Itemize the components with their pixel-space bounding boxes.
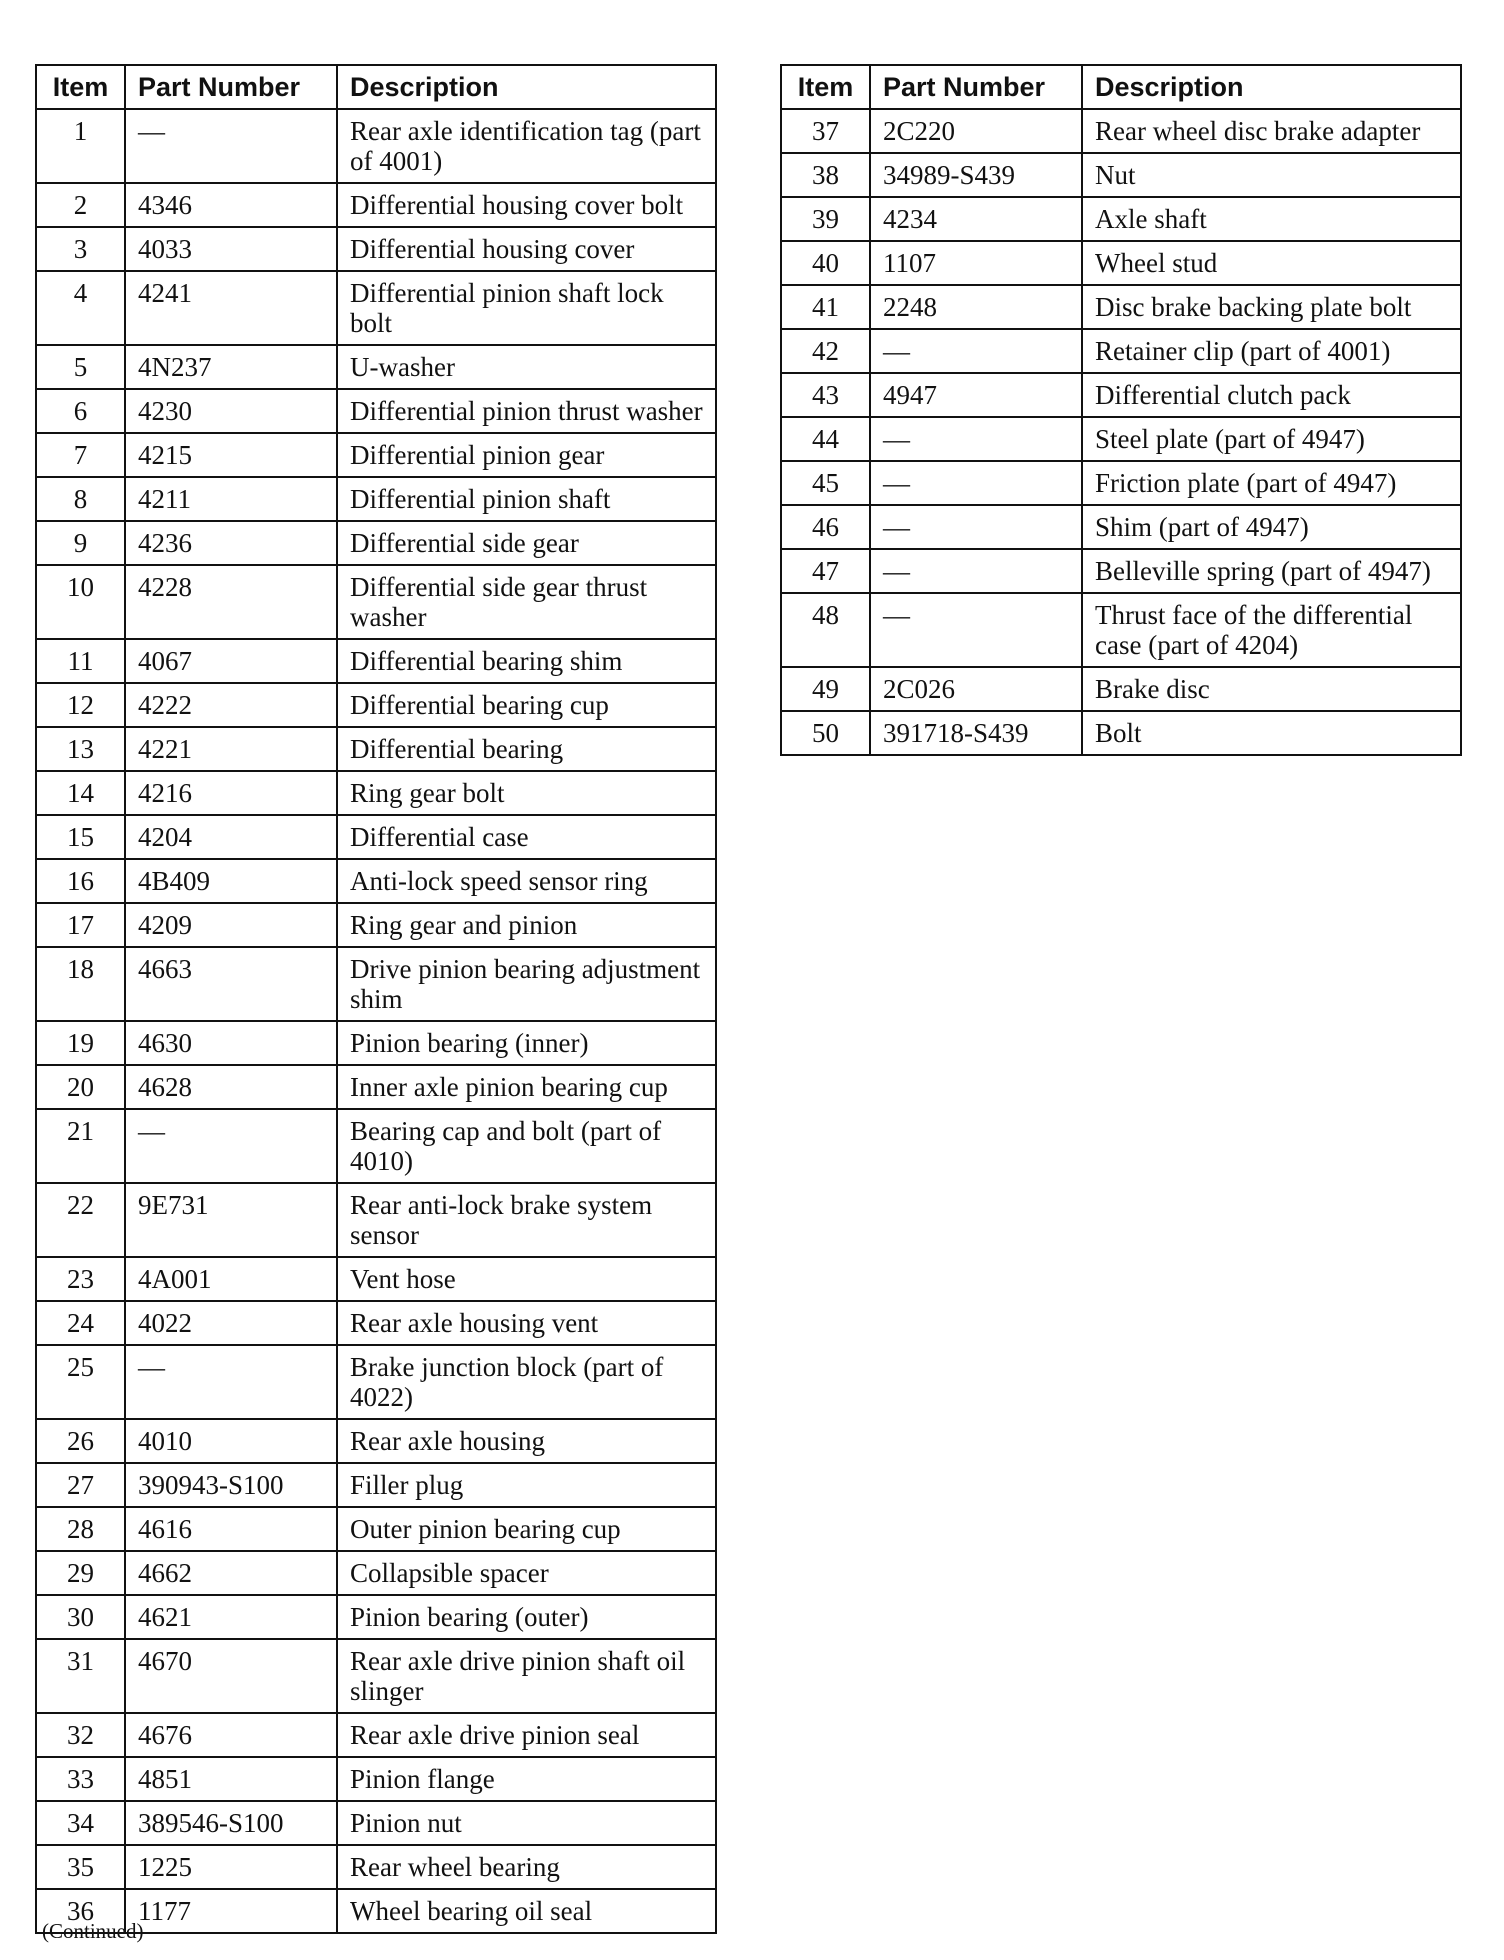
table-row bbox=[36, 433, 716, 477]
part-number-cell: 4215 bbox=[125, 433, 337, 477]
description-cell: Anti-lock speed sensor ring bbox=[337, 859, 716, 903]
table-row bbox=[36, 1463, 716, 1507]
item-cell: 13 bbox=[36, 727, 125, 771]
table-row bbox=[36, 727, 716, 771]
item-cell: 28 bbox=[36, 1507, 125, 1551]
description-cell: Pinion bearing (outer) bbox=[337, 1595, 716, 1639]
description-cell: Rear anti-lock brake system sensor bbox=[337, 1183, 716, 1257]
item-cell: 35 bbox=[36, 1845, 125, 1889]
description-cell: Differential bearing cup bbox=[337, 683, 716, 727]
table-row bbox=[36, 1801, 716, 1845]
description-cell: Differential bearing bbox=[337, 727, 716, 771]
part-number-cell: — bbox=[870, 549, 1082, 593]
description-cell: Pinion flange bbox=[337, 1757, 716, 1801]
part-number-cell: 4230 bbox=[125, 389, 337, 433]
table-body-left bbox=[36, 109, 716, 1933]
item-cell: 40 bbox=[781, 241, 870, 285]
table-row bbox=[781, 505, 1461, 549]
item-cell: 17 bbox=[36, 903, 125, 947]
item-cell: 2 bbox=[36, 183, 125, 227]
table-row bbox=[781, 373, 1461, 417]
part-number-column-header: Part Number bbox=[125, 65, 337, 109]
part-number-cell: 4A001 bbox=[125, 1257, 337, 1301]
part-number-cell: 4033 bbox=[125, 227, 337, 271]
part-number-cell: 4221 bbox=[125, 727, 337, 771]
item-cell: 14 bbox=[36, 771, 125, 815]
table-row bbox=[36, 1419, 716, 1463]
description-cell: Filler plug bbox=[337, 1463, 716, 1507]
table-row bbox=[36, 1713, 716, 1757]
part-number-cell: 1225 bbox=[125, 1845, 337, 1889]
item-cell: 25 bbox=[36, 1345, 125, 1419]
item-cell: 24 bbox=[36, 1301, 125, 1345]
table-row bbox=[36, 1183, 716, 1257]
part-number-cell: 4228 bbox=[125, 565, 337, 639]
table-row bbox=[36, 903, 716, 947]
item-cell: 16 bbox=[36, 859, 125, 903]
description-cell: Shim (part of 4947) bbox=[1082, 505, 1461, 549]
part-number-cell: 4222 bbox=[125, 683, 337, 727]
description-cell: Brake junction block (part of 4022) bbox=[337, 1345, 716, 1419]
part-number-cell: 391718-S439 bbox=[870, 711, 1082, 755]
description-cell: Rear axle drive pinion seal bbox=[337, 1713, 716, 1757]
part-number-cell: 4851 bbox=[125, 1757, 337, 1801]
item-cell: 47 bbox=[781, 549, 870, 593]
part-number-cell: — bbox=[870, 329, 1082, 373]
table-row bbox=[36, 183, 716, 227]
part-number-cell: 1177 bbox=[125, 1889, 337, 1933]
item-cell: 29 bbox=[36, 1551, 125, 1595]
description-cell: Bolt bbox=[1082, 711, 1461, 755]
item-cell: 32 bbox=[36, 1713, 125, 1757]
item-cell: 36 bbox=[36, 1889, 125, 1933]
description-column-header: Description bbox=[1082, 65, 1461, 109]
part-number-column-header: Part Number bbox=[870, 65, 1082, 109]
description-cell: Collapsible spacer bbox=[337, 1551, 716, 1595]
part-number-cell: 4216 bbox=[125, 771, 337, 815]
part-number-cell: — bbox=[870, 593, 1082, 667]
part-number-cell: — bbox=[870, 417, 1082, 461]
table-row bbox=[781, 461, 1461, 505]
table-row bbox=[36, 1595, 716, 1639]
table-row bbox=[781, 197, 1461, 241]
item-cell: 6 bbox=[36, 389, 125, 433]
part-number-cell: 4B409 bbox=[125, 859, 337, 903]
item-cell: 22 bbox=[36, 1183, 125, 1257]
part-number-cell: 2248 bbox=[870, 285, 1082, 329]
description-cell: Ring gear and pinion bbox=[337, 903, 716, 947]
table-row bbox=[36, 271, 716, 345]
table-row bbox=[781, 329, 1461, 373]
part-number-cell: 4067 bbox=[125, 639, 337, 683]
description-cell: Differential bearing shim bbox=[337, 639, 716, 683]
item-cell: 10 bbox=[36, 565, 125, 639]
description-cell: Differential pinion shaft bbox=[337, 477, 716, 521]
description-cell: Rear wheel bearing bbox=[337, 1845, 716, 1889]
table-row bbox=[36, 1757, 716, 1801]
item-cell: 5 bbox=[36, 345, 125, 389]
part-number-cell: — bbox=[125, 1109, 337, 1183]
description-cell: Differential clutch pack bbox=[1082, 373, 1461, 417]
table-row bbox=[36, 1257, 716, 1301]
description-cell: Differential pinion gear bbox=[337, 433, 716, 477]
table-row bbox=[36, 1507, 716, 1551]
description-cell: Thrust face of the differential case (part of 4204) bbox=[1082, 593, 1461, 667]
item-cell: 38 bbox=[781, 153, 870, 197]
table-row bbox=[36, 477, 716, 521]
description-cell: Bearing cap and bolt (part of 4010) bbox=[337, 1109, 716, 1183]
description-cell: Differential housing cover bbox=[337, 227, 716, 271]
part-number-cell: — bbox=[870, 505, 1082, 549]
part-number-cell: — bbox=[870, 461, 1082, 505]
part-number-cell: 4209 bbox=[125, 903, 337, 947]
item-cell: 30 bbox=[36, 1595, 125, 1639]
item-cell: 37 bbox=[781, 109, 870, 153]
description-cell: Differential housing cover bolt bbox=[337, 183, 716, 227]
item-cell: 21 bbox=[36, 1109, 125, 1183]
table-row bbox=[36, 109, 716, 183]
table-row bbox=[781, 285, 1461, 329]
table-row bbox=[36, 1301, 716, 1345]
table-row bbox=[36, 345, 716, 389]
item-cell: 41 bbox=[781, 285, 870, 329]
part-number-cell: 4630 bbox=[125, 1021, 337, 1065]
part-number-cell: — bbox=[125, 109, 337, 183]
item-cell: 27 bbox=[36, 1463, 125, 1507]
item-column-header: Item bbox=[781, 65, 870, 109]
item-cell: 31 bbox=[36, 1639, 125, 1713]
item-cell: 7 bbox=[36, 433, 125, 477]
description-column-header: Description bbox=[337, 65, 716, 109]
description-cell: Axle shaft bbox=[1082, 197, 1461, 241]
part-number-cell: 4N237 bbox=[125, 345, 337, 389]
table-row bbox=[781, 593, 1461, 667]
item-cell: 23 bbox=[36, 1257, 125, 1301]
table-row bbox=[36, 521, 716, 565]
parts-table-right bbox=[780, 64, 1462, 756]
description-cell: Inner axle pinion bearing cup bbox=[337, 1065, 716, 1109]
part-number-cell: 1107 bbox=[870, 241, 1082, 285]
table-row bbox=[781, 711, 1461, 755]
table-row bbox=[36, 389, 716, 433]
table-row bbox=[36, 565, 716, 639]
table-row bbox=[36, 771, 716, 815]
part-number-cell: 4236 bbox=[125, 521, 337, 565]
table-row bbox=[781, 153, 1461, 197]
table-header-row bbox=[36, 65, 716, 109]
description-cell: Vent hose bbox=[337, 1257, 716, 1301]
table-row bbox=[36, 1021, 716, 1065]
table-row bbox=[36, 1845, 716, 1889]
part-number-cell: 4663 bbox=[125, 947, 337, 1021]
item-cell: 18 bbox=[36, 947, 125, 1021]
table-row bbox=[36, 1109, 716, 1183]
description-cell: Differential pinion thrust washer bbox=[337, 389, 716, 433]
part-number-cell: 9E731 bbox=[125, 1183, 337, 1257]
part-number-cell: 4947 bbox=[870, 373, 1082, 417]
description-cell: Pinion nut bbox=[337, 1801, 716, 1845]
part-number-cell: — bbox=[125, 1345, 337, 1419]
description-cell: Wheel bearing oil seal bbox=[337, 1889, 716, 1933]
part-number-cell: 4676 bbox=[125, 1713, 337, 1757]
description-cell: Rear axle housing bbox=[337, 1419, 716, 1463]
table-row bbox=[781, 109, 1461, 153]
item-cell: 1 bbox=[36, 109, 125, 183]
table-row bbox=[36, 859, 716, 903]
table-header-row bbox=[781, 65, 1461, 109]
parts-table-left bbox=[35, 64, 717, 1934]
table-row bbox=[781, 667, 1461, 711]
part-number-cell: 4010 bbox=[125, 1419, 337, 1463]
table-row bbox=[36, 1345, 716, 1419]
item-cell: 48 bbox=[781, 593, 870, 667]
description-cell: Differential side gear thrust washer bbox=[337, 565, 716, 639]
description-cell: Differential side gear bbox=[337, 521, 716, 565]
item-cell: 49 bbox=[781, 667, 870, 711]
description-cell: Belleville spring (part of 4947) bbox=[1082, 549, 1461, 593]
part-number-cell: 389546-S100 bbox=[125, 1801, 337, 1845]
description-cell: Pinion bearing (inner) bbox=[337, 1021, 716, 1065]
part-number-cell: 2C026 bbox=[870, 667, 1082, 711]
description-cell: Rear axle drive pinion shaft oil slinger bbox=[337, 1639, 716, 1713]
part-number-cell: 2C220 bbox=[870, 109, 1082, 153]
table-row bbox=[36, 947, 716, 1021]
item-column-header: Item bbox=[36, 65, 125, 109]
table-row bbox=[36, 1065, 716, 1109]
description-cell: Steel plate (part of 4947) bbox=[1082, 417, 1461, 461]
description-cell: Ring gear bolt bbox=[337, 771, 716, 815]
item-cell: 33 bbox=[36, 1757, 125, 1801]
item-cell: 20 bbox=[36, 1065, 125, 1109]
item-cell: 12 bbox=[36, 683, 125, 727]
part-number-cell: 4211 bbox=[125, 477, 337, 521]
item-cell: 11 bbox=[36, 639, 125, 683]
description-cell: U-washer bbox=[337, 345, 716, 389]
part-number-cell: 4241 bbox=[125, 271, 337, 345]
description-cell: Rear axle identification tag (part of 4001) bbox=[337, 109, 716, 183]
description-cell: Differential case bbox=[337, 815, 716, 859]
description-cell: Wheel stud bbox=[1082, 241, 1461, 285]
item-cell: 45 bbox=[781, 461, 870, 505]
item-cell: 8 bbox=[36, 477, 125, 521]
description-cell: Drive pinion bearing adjustment shim bbox=[337, 947, 716, 1021]
part-number-cell: 4022 bbox=[125, 1301, 337, 1345]
part-number-cell: 4346 bbox=[125, 183, 337, 227]
table-row bbox=[781, 417, 1461, 461]
item-cell: 42 bbox=[781, 329, 870, 373]
item-cell: 34 bbox=[36, 1801, 125, 1845]
table-row bbox=[36, 1639, 716, 1713]
continued-note: (Continued) bbox=[42, 1919, 144, 1943]
item-cell: 15 bbox=[36, 815, 125, 859]
table-row bbox=[36, 815, 716, 859]
part-number-cell: 4621 bbox=[125, 1595, 337, 1639]
description-cell: Nut bbox=[1082, 153, 1461, 197]
table-body-right bbox=[781, 109, 1461, 755]
description-cell: Rear axle housing vent bbox=[337, 1301, 716, 1345]
table-row bbox=[36, 227, 716, 271]
table-row bbox=[36, 639, 716, 683]
item-cell: 26 bbox=[36, 1419, 125, 1463]
part-number-cell: 4670 bbox=[125, 1639, 337, 1713]
item-cell: 19 bbox=[36, 1021, 125, 1065]
description-cell: Rear wheel disc brake adapter bbox=[1082, 109, 1461, 153]
part-number-cell: 390943-S100 bbox=[125, 1463, 337, 1507]
description-cell: Retainer clip (part of 4001) bbox=[1082, 329, 1461, 373]
part-number-cell: 4628 bbox=[125, 1065, 337, 1109]
table-row bbox=[781, 549, 1461, 593]
description-cell: Disc brake backing plate bolt bbox=[1082, 285, 1461, 329]
item-cell: 3 bbox=[36, 227, 125, 271]
item-cell: 44 bbox=[781, 417, 870, 461]
item-cell: 4 bbox=[36, 271, 125, 345]
part-number-cell: 4662 bbox=[125, 1551, 337, 1595]
table-row bbox=[36, 1551, 716, 1595]
item-cell: 43 bbox=[781, 373, 870, 417]
part-number-cell: 4616 bbox=[125, 1507, 337, 1551]
item-cell: 50 bbox=[781, 711, 870, 755]
part-number-cell: 34989-S439 bbox=[870, 153, 1082, 197]
item-cell: 9 bbox=[36, 521, 125, 565]
description-cell: Differential pinion shaft lock bolt bbox=[337, 271, 716, 345]
item-cell: 39 bbox=[781, 197, 870, 241]
item-cell: 46 bbox=[781, 505, 870, 549]
part-number-cell: 4234 bbox=[870, 197, 1082, 241]
part-number-cell: 4204 bbox=[125, 815, 337, 859]
description-cell: Outer pinion bearing cup bbox=[337, 1507, 716, 1551]
table-row bbox=[36, 683, 716, 727]
description-cell: Brake disc bbox=[1082, 667, 1461, 711]
description-cell: Friction plate (part of 4947) bbox=[1082, 461, 1461, 505]
table-row bbox=[781, 241, 1461, 285]
